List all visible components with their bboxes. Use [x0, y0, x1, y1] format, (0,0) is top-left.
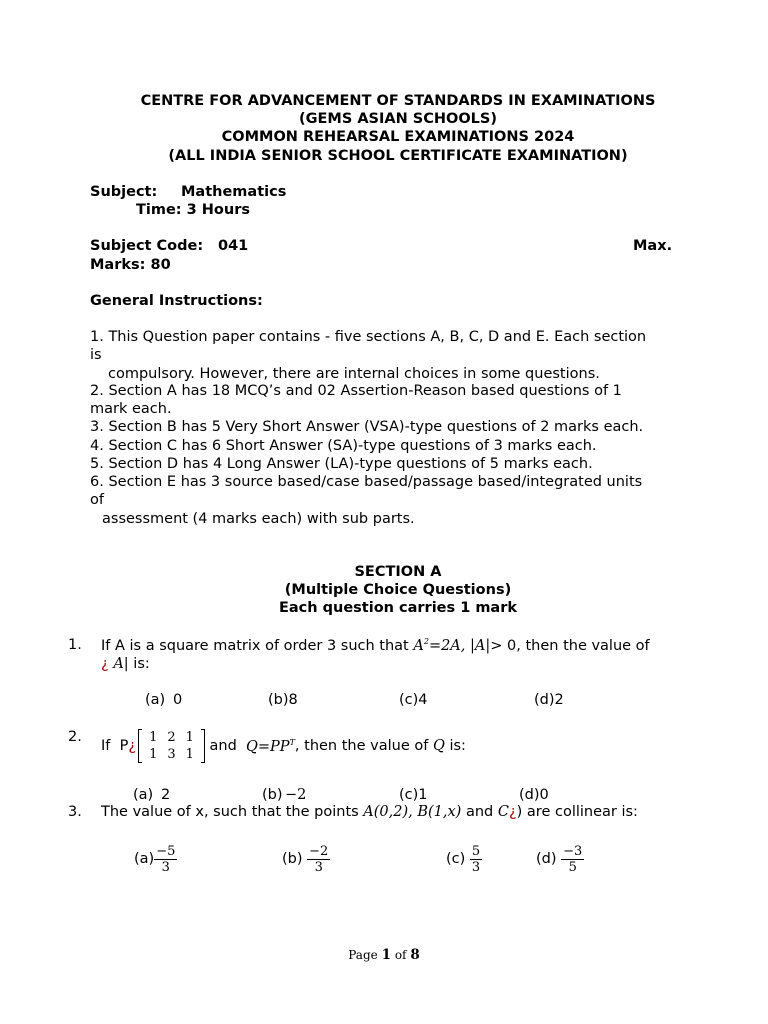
fraction: $\frac{5}{3}$ [471, 843, 481, 875]
instruction-line: mark each. [90, 401, 172, 417]
math-variable: Q [432, 738, 445, 754]
instructions-title: General Instructions: [90, 293, 263, 309]
matrix-cell: 1 [185, 747, 194, 762]
matrix-cell: 3 [167, 747, 176, 762]
option-label: (d) [536, 851, 557, 867]
question-2-line [101, 725, 466, 767]
question-number: 2. [68, 729, 82, 745]
page-total: 8 [410, 947, 420, 963]
time-allowed: Time: 3 Hours [136, 202, 250, 218]
math-expression: $A^2=2A$, [413, 637, 466, 654]
section-note: Each question carries 1 mark [278, 600, 518, 616]
page-word: Page [348, 948, 378, 962]
instruction-line: 4. Section C has 6 Short Answer (SA)-type questions of 3 marks each. [90, 438, 597, 454]
header-line-2: (GEMS ASIAN SCHOOLS) [298, 111, 497, 127]
option: (d)2 [534, 692, 564, 708]
question-number: 3. [68, 804, 82, 820]
section-subtitle: (Multiple Choice Questions) [284, 582, 512, 598]
matrix-cell: 2 [167, 730, 176, 745]
instruction-line: 2. Section A has 18 MCQ’s and 02 Assertion-Reason based questions of 1 [90, 383, 622, 399]
option [282, 840, 330, 878]
fraction: $\frac{-2}{3}$ [309, 843, 329, 875]
matrix-cell: 1 [149, 747, 158, 762]
question-text: ) are collinear is: [516, 804, 638, 820]
option: (c)1 [399, 787, 428, 803]
instruction-line: 5. Section D has 4 Long Answer (LA)-type questions of 5 marks each. [90, 456, 593, 472]
option [446, 840, 482, 878]
garbled-glyph: ¿ [508, 804, 517, 820]
option-label: (a) [134, 851, 155, 867]
question-1-line-2 [101, 656, 150, 672]
matrix-cell: 1 [149, 730, 158, 745]
question-text: is: [449, 738, 466, 754]
question-number: 1. [68, 637, 82, 653]
header-line-3: COMMON REHEARSAL EXAMINATIONS 2024 [221, 129, 575, 145]
question-text: and [465, 804, 494, 820]
question-text: | is: [123, 656, 150, 672]
instruction-line: of [90, 492, 104, 508]
instruction-line: 6. Section E has 3 source based/case based/passage based/integrated units [90, 474, 643, 490]
max-marks: Marks: 80 [90, 257, 171, 273]
fraction: $\frac{-5}{3}$ [156, 843, 176, 875]
instruction-line: is [90, 347, 102, 363]
option-label: (b) [282, 851, 303, 867]
question-3-line [101, 804, 638, 820]
option: (b)8 [268, 692, 298, 708]
option-value: −2 [285, 787, 307, 803]
matrix-p [138, 729, 205, 763]
question-text: If A is a square matrix of order 3 such that [101, 637, 409, 654]
page-footer [0, 947, 768, 963]
instruction-line: compulsory. However, there are internal choices in some questions. [108, 366, 600, 382]
of-word: of [394, 948, 407, 962]
question-text: P [119, 738, 129, 754]
math-expression: $Q=PP^T$ [246, 737, 295, 755]
instruction-line: 1. This Question paper contains - five sections A, B, C, D and E. Each section [90, 329, 647, 345]
matrix-cell: 1 [185, 730, 194, 745]
math-variable: C [497, 804, 509, 820]
garbled-glyph: ¿ [128, 738, 137, 754]
option-label: (b) [262, 787, 283, 803]
instruction-line: 3. Section B has 5 Very Short Answer (VSA)-type questions of 2 marks each. [90, 419, 644, 435]
option-label: (a) [133, 787, 154, 803]
page-number: 1 [381, 947, 391, 963]
option [134, 840, 177, 878]
fraction: $\frac{-3}{5}$ [563, 843, 583, 875]
subject-label: Subject: [90, 184, 158, 200]
question-1-line-1 [101, 637, 650, 654]
subject-code-value: 041 [218, 238, 249, 254]
option-label: (a) [145, 692, 166, 708]
option-value: 0 [173, 692, 183, 708]
option: (d)0 [519, 787, 549, 803]
option [536, 840, 584, 878]
question-text: The value of x, such that the points [101, 804, 359, 820]
option-label: (c) [446, 851, 466, 867]
option: (c)4 [399, 692, 428, 708]
subject-value: Mathematics [181, 184, 287, 200]
garbled-glyph: ¿ [101, 656, 109, 672]
header-line-4: (ALL INDIA SENIOR SCHOOL CERTIFICATE EXAMINATION) [168, 148, 628, 164]
option-value: 2 [161, 787, 171, 803]
max-label: Max. [633, 238, 673, 254]
header-line-1: CENTRE FOR ADVANCEMENT OF STANDARDS IN EXAMINATIONS [140, 93, 656, 109]
question-text: If [101, 738, 111, 754]
math-determinant: |A| [470, 637, 491, 654]
question-text: and [209, 738, 237, 754]
section-title: SECTION A [354, 564, 442, 580]
math-variable: A [113, 656, 124, 672]
math-points: A(0,2), B(1,x) [363, 804, 462, 820]
instruction-line: assessment (4 marks each) with sub parts. [102, 511, 415, 527]
subject-code-label: Subject Code: [90, 238, 204, 254]
question-text: > 0, then the value of [490, 637, 650, 654]
question-text: , then the value of [294, 738, 429, 754]
